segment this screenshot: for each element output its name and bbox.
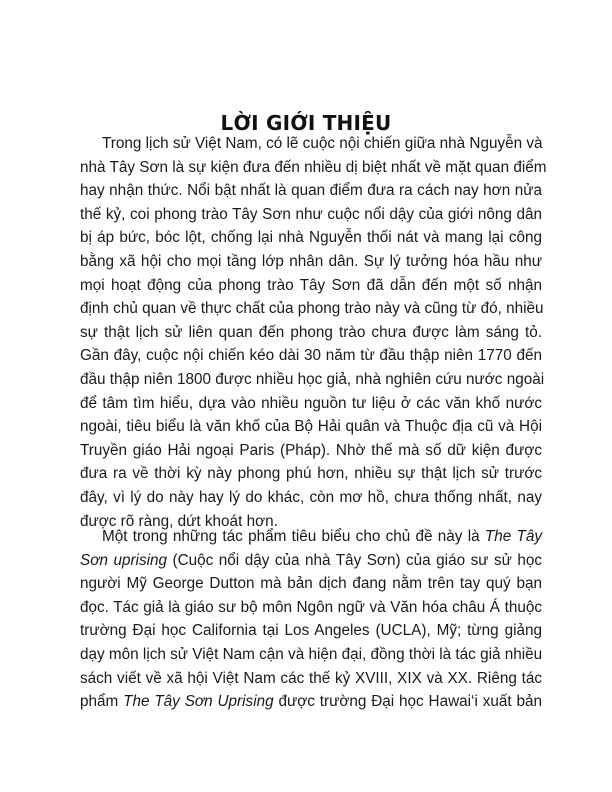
text-run: được trường Đại học Hawai‘i xuất bản	[273, 693, 542, 711]
text-line: đưa ra về thời kỳ này phong phú hơn, nhiều sự thật lịch sử trước	[80, 465, 542, 483]
text-run: Một trong những tác phẩm tiêu biểu cho chủ đề này là	[102, 528, 485, 545]
book-title-italic: Sơn uprising	[80, 551, 168, 569]
page-title: LỜI GIỚI THIỆU	[220, 111, 392, 135]
text-line	[80, 525, 542, 549]
text-run: (Cuộc nổi dậy của nhà Tây Sơn) của giáo sư sử học	[167, 551, 542, 569]
text-line: đọc. Tác giả là giáo sư bộ môn Ngôn ngữ và Văn hóa châu Á thuộc	[80, 598, 542, 616]
text-line: mọi hoạt động của phong trào Tây Sơn đã dẫn đến một số nhận	[80, 276, 542, 294]
book-title-italic: The Tây Sơn Uprising	[123, 693, 274, 711]
text-line: thế kỷ, coi phong trào Tây Sơn như cuộc nổi dậy của giới nông dân	[80, 205, 542, 223]
text-line: sách viết về xã hội Việt Nam các thế kỷ XVIII, XIX và XX. Riêng tác	[80, 669, 542, 687]
text-line: sự thật lịch sử liên quan đến phong trào chưa được làm sáng tỏ.	[80, 323, 542, 341]
text-line: để tâm tìm hiểu, dựa vào nhiều nguồn tư liệu ở các văn khố nước	[80, 394, 542, 412]
text-line: được rõ ràng, dứt khoát hơn.	[80, 512, 278, 530]
text-line: bằng xã hội cho mọi tầng lớp nhân dân. Sự lý tưởng hóa hầu như	[80, 252, 542, 270]
text-line: hay nhận thức. Nổi bật nhất là quan điểm đưa ra cách nay hơn nửa	[80, 182, 542, 200]
text-line: người Mỹ George Dutton mà bản dịch đang nằm trên tay quý bạn	[80, 575, 542, 593]
text-run: phẩm	[80, 693, 124, 711]
text-line: dạy môn lịch sử Việt Nam cận và hiện đại, đồng thời là tác giả nhiều	[80, 645, 543, 663]
paragraph-1	[80, 132, 547, 533]
text-line: Trong lịch sử Việt Nam, có lẽ cuộc nội chiến giữa nhà Nguyễn và	[102, 135, 543, 152]
text-line: ngoài, tiêu biểu là văn khố của Bộ Hải quân và Thuộc địa cũ và Hội	[80, 418, 542, 436]
text-line: đây, vì lý do này hay lý do khác, còn mơ hồ, chưa thống nhất, nay	[80, 488, 542, 506]
text-line: bị áp bức, bóc lột, chống lại nhà Nguyễn thối nát và mang lại công	[80, 229, 542, 247]
paragraph-2	[80, 525, 542, 714]
text-line	[80, 690, 542, 714]
book-title-italic: The Tây	[484, 528, 542, 545]
text-line: đầu thập niên 1800 được nhiều học giả, nhà nghiên cứu nước ngoài	[80, 370, 545, 388]
text-line: trường Đại học California tại Los Angeles (UCLA), Mỹ; từng giảng	[80, 622, 542, 640]
text-line: Truyền giáo Hải ngoại Paris (Pháp). Nhờ thế mà số dữ kiện được	[80, 441, 542, 459]
text-line	[80, 549, 542, 573]
text-line: định chủ quan về thực chất của phong trào này và cũng từ đó, nhiều	[80, 300, 544, 318]
text-line: Gần đây, cuộc nội chiến kéo dài 30 năm từ đầu thập niên 1770 đến	[80, 347, 542, 365]
text-line: nhà Tây Sơn là sự kiện đưa đến nhiều dị biệt nhất về mặt quan điểm	[80, 158, 547, 176]
